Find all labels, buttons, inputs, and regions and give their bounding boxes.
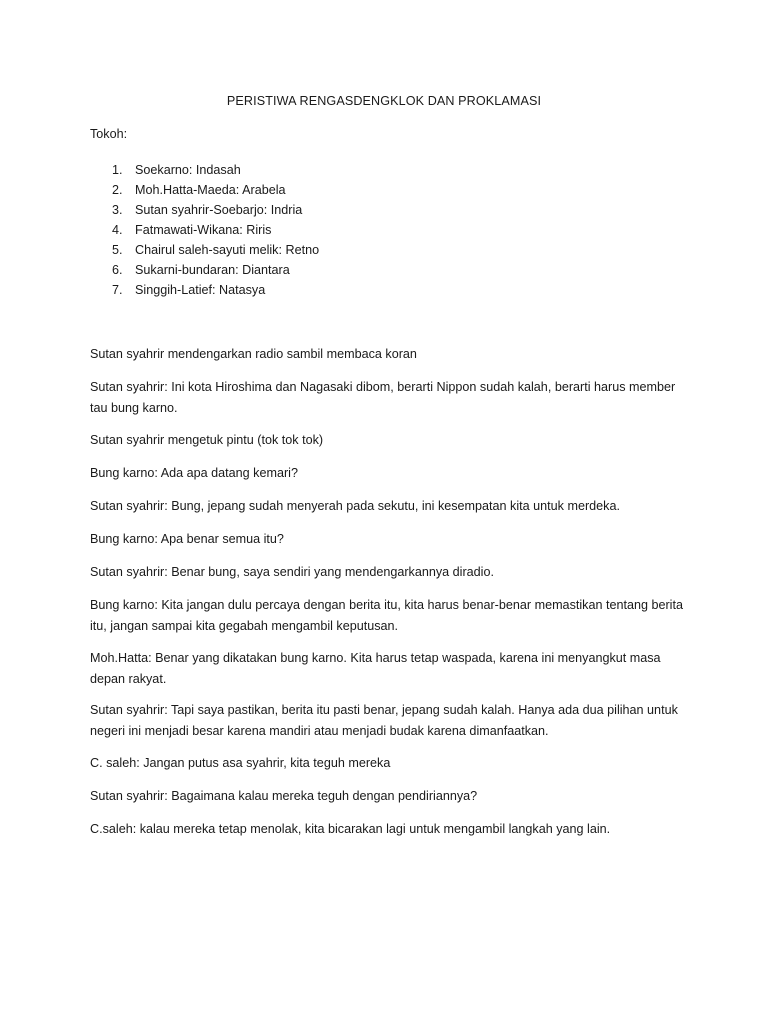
cast-item-number: 3. — [112, 203, 123, 217]
dialogue-paragraph: Bung karno: Kita jangan dulu percaya dengan berita itu, kita harus benar-benar memastikan tentang berita itu, jangan sampai kita gegabah mengambil keputusan. — [90, 598, 683, 633]
dialogue-paragraph: Sutan syahrir: Bagaimana kalau mereka teguh dengan pendiriannya? — [90, 789, 478, 803]
dialogue-paragraph: C.saleh: kalau mereka tetap menolak, kita bicarakan lagi untuk mengambil langkah yang lain. — [90, 822, 611, 836]
dialogue-paragraph: Sutan syahrir: Bung, jepang sudah menyerah pada sekutu, ini kesempatan kita untuk merdeka. — [90, 499, 620, 513]
dialogue-paragraph: Sutan syahrir mengetuk pintu (tok tok tok) — [90, 433, 324, 447]
document-title: PERISTIWA RENGASDENGKLOK DAN PROKLAMASI — [226, 94, 542, 108]
cast-list — [112, 160, 319, 300]
cast-item-number: 1. — [112, 163, 123, 177]
cast-item-text: Moh.Hatta-Maeda: Arabela — [135, 183, 286, 197]
cast-item — [112, 160, 319, 180]
cast-item — [112, 260, 319, 280]
cast-item — [112, 180, 319, 200]
cast-item-text: Sukarni-bundaran: Diantara — [135, 263, 290, 277]
dialogue-paragraph: Moh.Hatta: Benar yang dikatakan bung karno. Kita harus tetap waspada, karena ini menyangkut masa depan rakyat. — [90, 651, 661, 686]
dialogue-paragraph: Sutan syahrir mendengarkan radio sambil membaca koran — [90, 347, 417, 361]
cast-item-number: 5. — [112, 243, 123, 257]
cast-label: Tokoh: — [90, 127, 128, 141]
cast-item — [112, 280, 319, 300]
dialogue-paragraph: C. saleh: Jangan putus asa syahrir, kita teguh mereka — [90, 756, 391, 770]
cast-item-number: 7. — [112, 283, 123, 297]
cast-item — [112, 220, 319, 240]
cast-item-text: Singgih-Latief: Natasya — [135, 283, 266, 297]
dialogue-paragraph: Bung karno: Apa benar semua itu? — [90, 532, 284, 546]
cast-item — [112, 200, 319, 220]
dialogue-paragraph: Sutan syahrir: Tapi saya pastikan, berita itu pasti benar, jepang sudah kalah. Hanya ada dua pilihan untuk negeri ini menjadi besar karena mandiri atau menjadi budak karena dimanfaatkan. — [90, 703, 678, 738]
dialogue-paragraph: Sutan syahrir: Benar bung, saya sendiri yang mendengarkannya diradio. — [90, 565, 494, 579]
cast-item-number: 4. — [112, 223, 123, 237]
cast-item-number: 6. — [112, 263, 123, 277]
cast-item — [112, 240, 319, 260]
cast-item-text: Fatmawati-Wikana: Riris — [135, 223, 272, 237]
cast-item-number: 2. — [112, 183, 123, 197]
dialogue-paragraph: Sutan syahrir: Ini kota Hiroshima dan Nagasaki dibom, berarti Nippon sudah kalah, berarti harus member tau bung karno. — [90, 380, 676, 415]
cast-item-text: Soekarno: Indasah — [135, 163, 241, 177]
dialogue-paragraph: Bung karno: Ada apa datang kemari? — [90, 466, 298, 480]
cast-item-text: Chairul saleh-sayuti melik: Retno — [135, 243, 320, 257]
cast-item-text: Sutan syahrir-Soebarjo: Indria — [135, 203, 303, 217]
